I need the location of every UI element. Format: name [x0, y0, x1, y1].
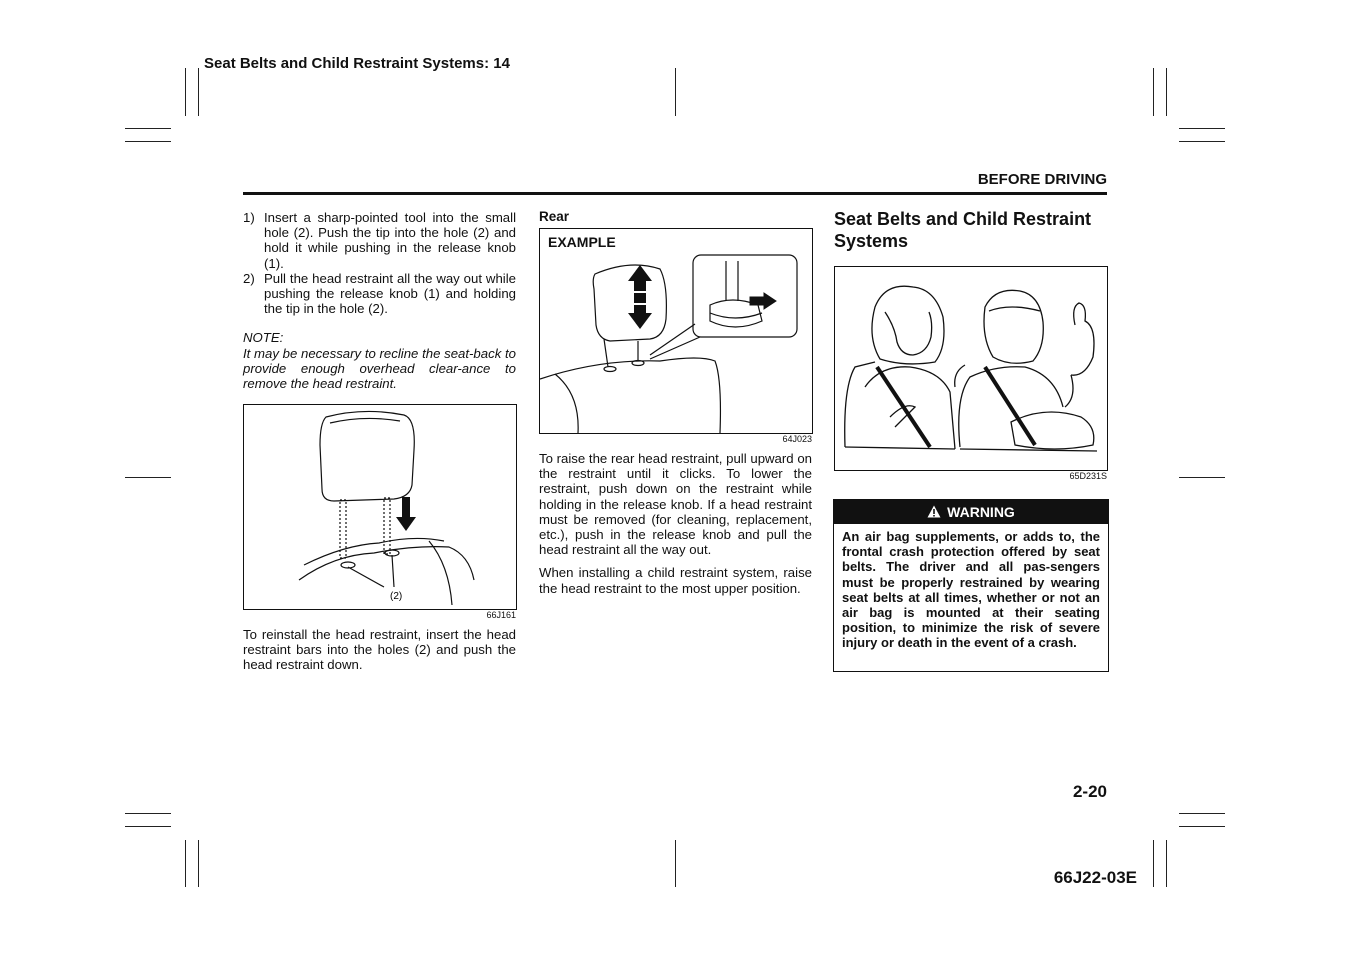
rear-paragraph-1: To raise the rear head restraint, pull upward on the restraint until it clicks. To lower the restraint, push down on the restraint while holding in the release knob. If a head restraint must be removed (for cleaning, replacement, etc.), push in the release knob and pull the head restraint all the way out. — [539, 451, 812, 558]
step-1-text: Insert a sharp-pointed tool into the small hole (2). Push the tip into the hole (2) and hold it while pushing in the release knob (1). — [264, 210, 516, 271]
note-title: NOTE: — [243, 330, 284, 346]
section-title: Seat Belts and Child Restraint Systems — [834, 209, 1092, 251]
figure-code-64j023: 64J023 — [782, 434, 812, 444]
step-list — [243, 210, 516, 316]
reinstall-text: To reinstall the head restraint, insert the head restraint bars into the holes (2) and push the head restraint down. — [243, 627, 516, 673]
rear-instructions — [539, 451, 812, 596]
header-rule — [243, 192, 1107, 195]
warning-header — [834, 500, 1108, 524]
rear-head-restraint-illustration — [540, 229, 812, 433]
warning-box — [833, 499, 1109, 672]
warning-triangle-icon — [927, 505, 941, 518]
rear-paragraph-2: When installing a child restraint system, raise the head restraint to the most upper position. — [539, 565, 812, 596]
warning-text: An air bag supplements, or adds to, the frontal crash protection offered by seat belts. The driver and all pas-sengers must be properly restrained by wearing seat belts at all times, whether or not an air bag is mounted at their seating position, to minimize the risk of severe injury or death in the event of a crash. — [842, 529, 1100, 651]
warning-label: WARNING — [947, 504, 1015, 520]
section-heading: BEFORE DRIVING — [977, 171, 1107, 188]
figure-code-66j161: 66J161 — [486, 610, 516, 620]
rear-heading: Rear — [539, 209, 570, 224]
note-text: It may be necessary to recline the seat-back to provide enough overhead clear-ance to remove the head restraint. — [243, 345, 516, 392]
figure-code-65d231s: 65D231S — [1069, 471, 1107, 481]
figure-rear-head-restraint — [539, 228, 813, 434]
step-2-text: Pull the head restraint all the way out while pushing the release knob (1) and holding the tip in the hole (2). — [264, 270, 516, 317]
step-2-number: 2) — [243, 270, 255, 286]
step-2 — [243, 271, 516, 317]
figure-occupants-seat-belts — [834, 266, 1108, 471]
example-tag: EXAMPLE — [548, 234, 616, 250]
step-1-number: 1) — [243, 210, 255, 225]
figure-label-2: (2) — [390, 591, 403, 602]
left-column-text — [243, 210, 516, 391]
document-code: 66J22-03E — [1053, 868, 1137, 887]
step-1 — [243, 210, 516, 271]
head-restraint-illustration — [244, 405, 516, 609]
page-number: 2-20 — [1072, 782, 1107, 801]
occupants-illustration — [835, 267, 1107, 470]
figure-head-restraint-front — [243, 404, 517, 610]
running-title: Seat Belts and Child Restraint Systems: 14 — [204, 55, 510, 72]
